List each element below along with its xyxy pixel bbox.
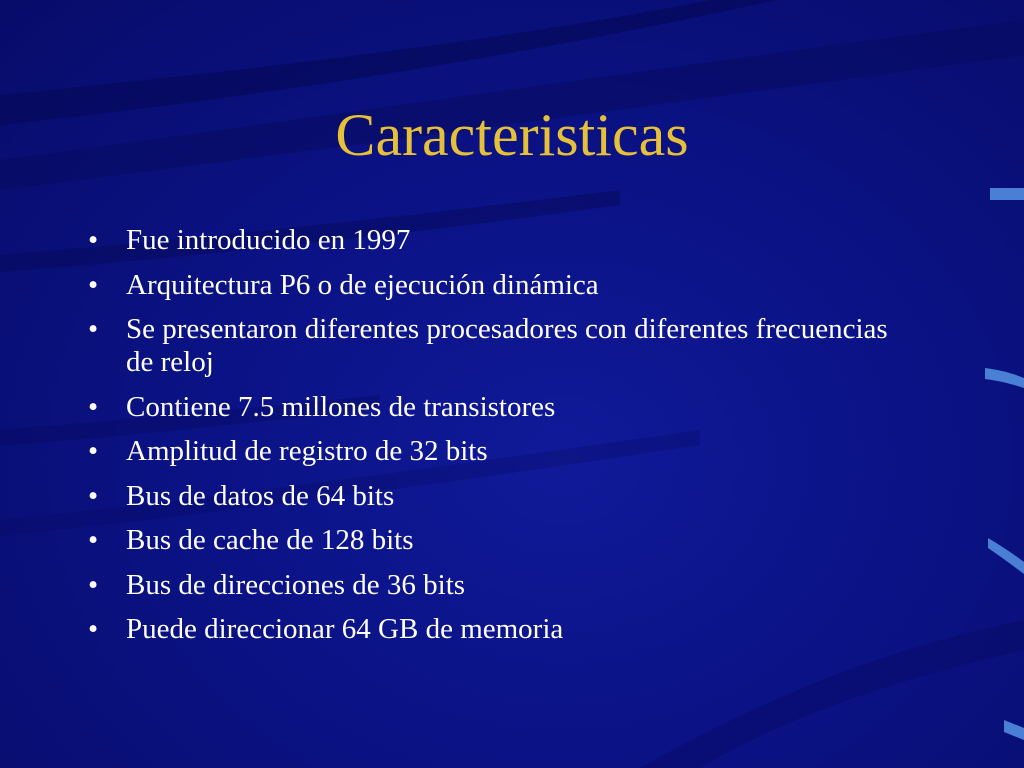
bullet-symbol: •: [88, 390, 99, 423]
bullet-item: [88, 313, 908, 379]
bullet-text: Amplitud de registro de 32 bits: [126, 435, 488, 467]
bullet-text: Arquitectura P6 o de ejecución dinámica: [126, 268, 599, 301]
bullet-symbol: •: [88, 224, 99, 256]
bullet-text: Se presentaron diferentes procesadores con diferentes frecuencias de reloj: [126, 313, 888, 378]
bullet-item: [88, 224, 908, 257]
bullet-symbol: •: [88, 435, 99, 467]
bullet-symbol: •: [88, 568, 99, 601]
bullet-symbol: •: [88, 268, 99, 301]
bullet-item: [88, 391, 908, 424]
bullet-item: [88, 435, 908, 468]
bullet-symbol: •: [88, 613, 99, 645]
bullet-item: [88, 613, 908, 646]
bullet-text: Bus de cache de 128 bits: [126, 524, 414, 556]
bullet-text: Bus de direcciones de 36 bits: [126, 568, 466, 601]
bullet-symbol: •: [88, 524, 99, 556]
bullet-item: [88, 480, 908, 513]
bullet-item: [88, 269, 908, 302]
bullet-text: Bus de datos de 64 bits: [126, 479, 395, 512]
bullet-text: Fue introducido en 1997: [126, 224, 411, 256]
slide-title: Caracteristicas: [335, 102, 689, 168]
bullet-symbol: •: [88, 313, 99, 345]
bullet-text: Contiene 7.5 millones de transistores: [126, 390, 556, 423]
bullet-list: [88, 224, 908, 658]
bullet-text: Puede direccionar 64 GB de memoria: [126, 613, 564, 645]
bullet-item: [88, 524, 908, 557]
bullet-symbol: •: [88, 479, 99, 512]
bullet-item: [88, 569, 908, 602]
